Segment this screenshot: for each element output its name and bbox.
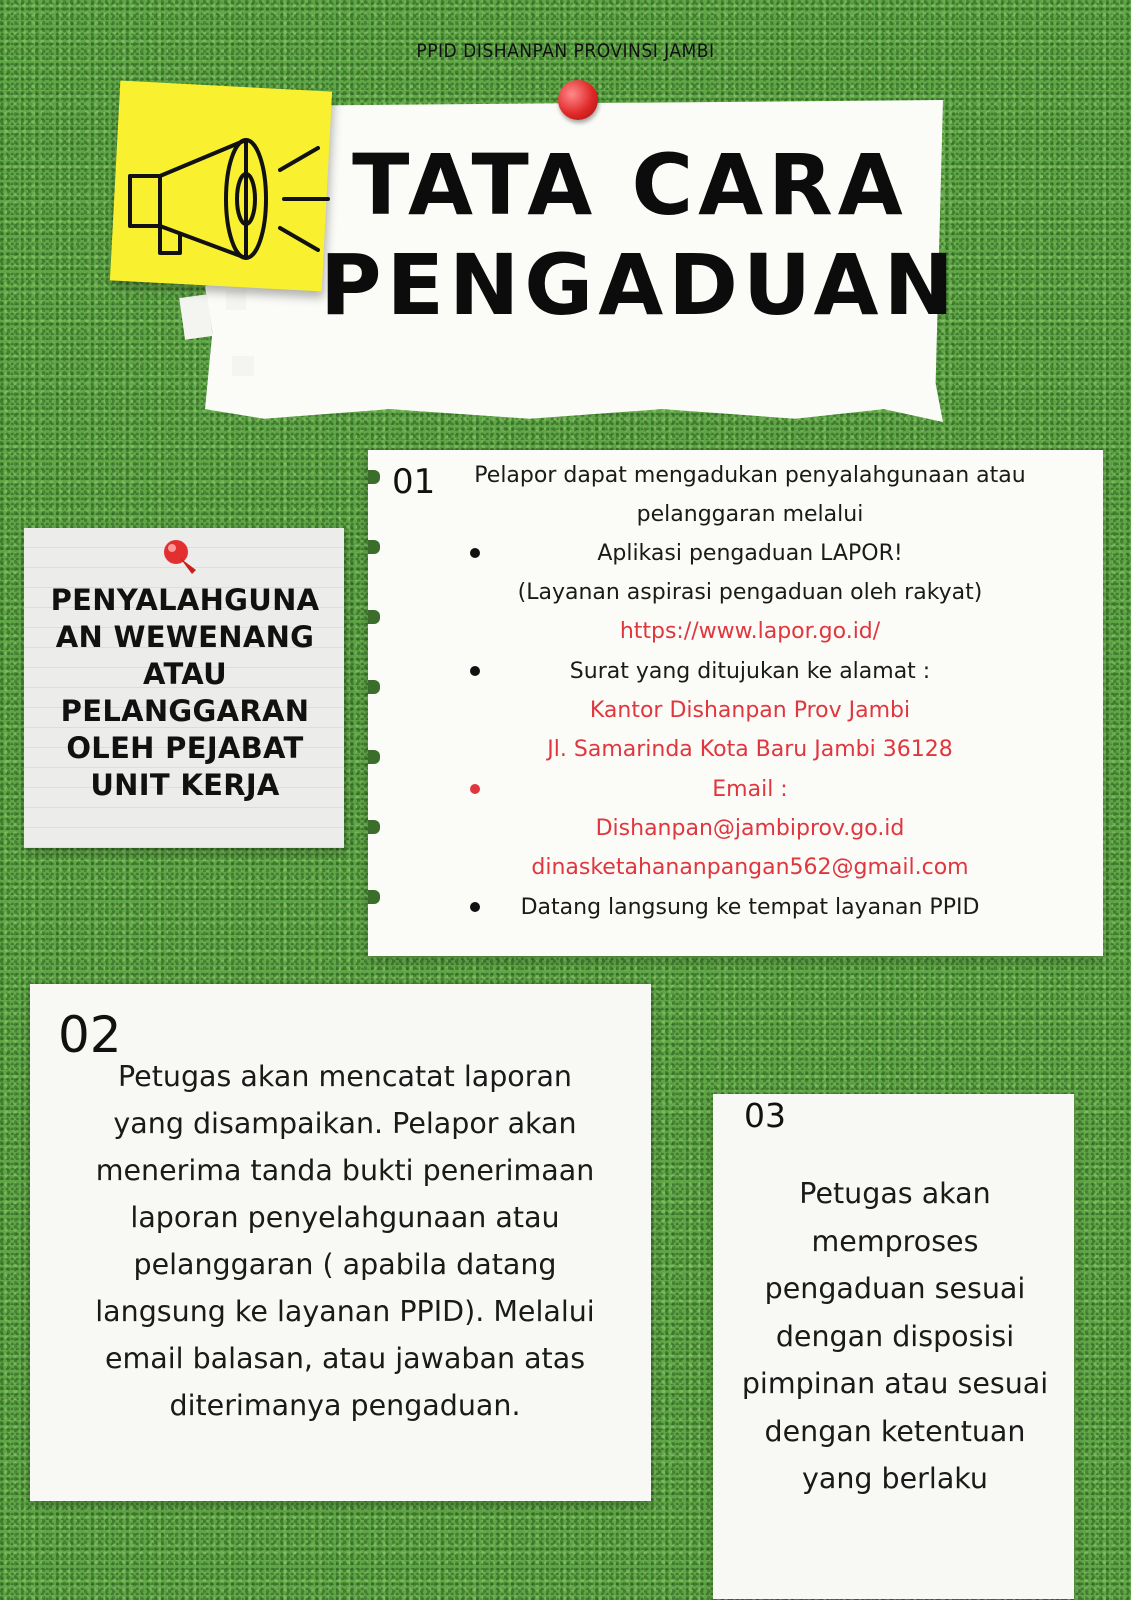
notebook-ring (368, 540, 380, 554)
megaphone-icon (118, 108, 338, 278)
step-1-intro-line-1: Pelapor dapat mengadukan penyalahgunaan atau (474, 463, 1026, 488)
paper-scrap (179, 294, 213, 339)
office-address: Jl. Samarinda Kota Baru Jambi 36128 (547, 737, 953, 762)
letter-label: Surat yang ditujukan ke alamat : (569, 659, 931, 684)
lapor-app-description: (Layanan aspirasi pengaduan oleh rakyat) (517, 580, 983, 605)
step-3-line: yang berlaku (802, 1462, 988, 1495)
left-note-line: AN WEWENANG (55, 620, 315, 654)
notebook-ring (368, 890, 380, 904)
step-3-line: pimpinan atau sesuai (741, 1367, 1049, 1400)
pushpin-icon (158, 536, 204, 582)
step-3-line: dengan ketentuan (764, 1414, 1026, 1448)
notebook-ring (368, 820, 380, 834)
email-link-1[interactable]: Dishanpan@jambiprov.go.id (595, 816, 905, 841)
header-label: PPID DISHANPAN PROVINSI JAMBI (416, 40, 715, 62)
notebook-ring (368, 680, 380, 694)
notebook-ring (368, 470, 380, 484)
step-2-line: langsung ke layanan PPID). Melalui (95, 1295, 595, 1328)
step-2-line: Petugas akan mencatat laporan (118, 1060, 572, 1093)
left-note-line: PENYALAHGUNA (50, 583, 320, 617)
visit-label: Datang langsung ke tempat layanan PPID (520, 895, 980, 920)
left-note-line: ATAU (142, 657, 228, 691)
step-2-line: pelanggaran ( apabila datang (133, 1248, 557, 1281)
office-name: Kantor Dishanpan Prov Jambi (589, 698, 911, 723)
page-title (320, 135, 959, 335)
step-2-text (80, 1053, 610, 1429)
notebook-ring (368, 610, 380, 624)
step-2-line: diterimanya pengaduan. (169, 1389, 521, 1422)
paper-scrap (226, 290, 246, 310)
title-line-1: TATA CARA (352, 136, 908, 234)
left-note-line: PELANGGARAN (60, 694, 310, 728)
step-2-line: menerima tanda bukti penerimaan (95, 1154, 595, 1187)
step-3-line: pengaduan sesuai (764, 1272, 1026, 1305)
email-label: Email : (712, 777, 788, 802)
notebook-ring (368, 750, 380, 764)
pushpin-icon (558, 80, 598, 120)
lapor-url-link[interactable]: https://www.lapor.go.id/ (619, 619, 881, 644)
left-note-line: UNIT KERJA (90, 768, 280, 802)
step-1-intro-line-2: pelanggaran melalui (636, 502, 864, 527)
step-2-number: 02 (58, 1006, 122, 1064)
step-3-line: Petugas akan (799, 1177, 991, 1210)
paper-scrap (232, 356, 254, 376)
left-note-text (40, 582, 330, 804)
step-3-line: dengan disposisi (775, 1319, 1015, 1353)
left-note-line: OLEH PEJABAT (66, 731, 304, 765)
step-3-number: 03 (744, 1096, 786, 1135)
step-3-text (730, 1170, 1060, 1503)
email-link-2[interactable]: dinasketahananpangan562@gmail.com (531, 855, 969, 880)
step-2-line: yang disampaikan. Pelapor akan (113, 1107, 577, 1140)
step-1-number: 01 (392, 462, 436, 502)
step-2-line: laporan penyelahgunaan atau (130, 1201, 560, 1234)
lapor-app-label: Aplikasi pengaduan LAPOR! (597, 541, 903, 566)
title-line-2: PENGADUAN (320, 236, 959, 334)
step-2-line: email balasan, atau jawaban atas (104, 1342, 586, 1375)
step-3-line: memproses (811, 1224, 979, 1258)
